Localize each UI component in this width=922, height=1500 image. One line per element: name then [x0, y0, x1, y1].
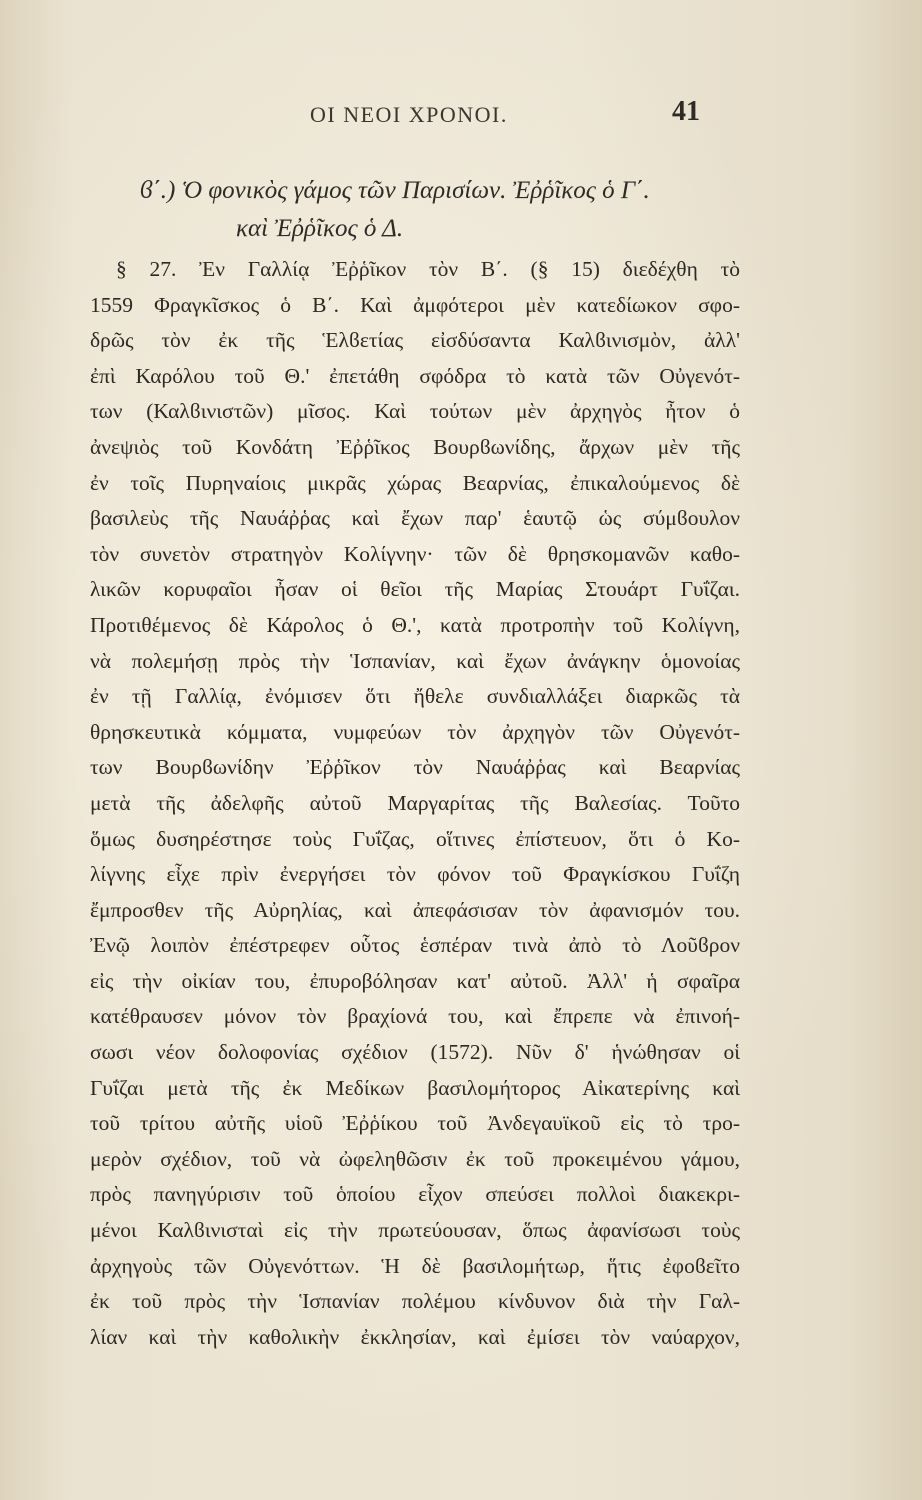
body-text [90, 252, 740, 1355]
text-line: Ἐνῷ λοιπὸν ἐπέστρεφεν οὗτος ἑσπέραν τινὰ ἀπὸ τὸ Λοῦϐρον [90, 933, 740, 958]
text-line: τὸν συνετὸν στρατηγὸν Κολίγνην· τῶν δὲ θρησκομανῶν καθο- [90, 541, 740, 566]
text-line: ἐν τοῖς Πυρηναίοις μικρᾶς χώρας Βεαρνίας, ἐπικαλούμενος δὲ [90, 470, 740, 495]
text-line: λίαν καὶ τὴν καθολικὴν ἐκκλησίαν, καὶ ἐμίσει τὸν ναύαρχον, [90, 1324, 740, 1349]
text-line: 1559 Φραγκῖσκος ὁ Β΄. Καὶ ἀμφότεροι μὲν κατεδίωκον σφο- [90, 292, 740, 317]
text-line: μερὸν σχέδιον, τοῦ νὰ ὠφεληθῶσιν ἐκ τοῦ προκειμένου γάμου, [90, 1146, 740, 1171]
text-line: εἰς τὴν οἰκίαν του, ἐπυροβόλησαν κατ' αὐτοῦ. Ἀλλ' ἡ σφαῖρα [90, 968, 740, 993]
text-line: ἐκ τοῦ πρὸς τὴν Ἱσπανίαν πολέμου κίνδυνον διὰ τὴν Γαλ- [90, 1289, 740, 1314]
section-heading [140, 172, 780, 248]
text-line: των (Καλϐινιστῶν) μῖσος. Καὶ τούτων μὲν ἀρχηγὸς ἦτον ὁ [90, 399, 740, 424]
text-line: ἀνεψιὸς τοῦ Κονδάτη Ἐῤῥῖκος Βουρϐωνίδης, ἄρχων μὲν τῆς [90, 434, 740, 459]
text-line: πρὸς πανηγύρισιν τοῦ ὁποίου εἶχον σπεύσει πολλοὶ διακεκρι- [90, 1182, 740, 1207]
text-line: θρησκευτικὰ κόμματα, νυμφεύων τὸν ἀρχηγὸν τῶν Οὐγενότ- [90, 719, 740, 744]
text-line: ἀρχηγοὺς τῶν Οὐγενόττων. Ἡ δὲ βασιλομήτωρ, ἥτις ἐφοϐεῖτο [90, 1253, 740, 1278]
text-line: ἐπὶ Καρόλου τοῦ Θ.' ἐπετάθη σφόδρα τὸ κατὰ τῶν Οὐγενότ- [90, 363, 740, 388]
running-head [0, 96, 922, 136]
text-line: ἔμπροσθεν τῆς Αὐρηλίας, καὶ ἀπεφάσισαν τὸν ἀφανισμόν του. [90, 897, 740, 922]
page-number: 41 [672, 96, 700, 127]
text-line: των Βουρϐωνίδην Ἐῤῥῖκον τὸν Ναυάῤῥας καὶ Βεαρνίας [90, 755, 740, 780]
text-line: δρῶς τὸν ἐκ τῆς Ἑλϐετίας εἰσδύσαντα Καλϐινισμὸν, ἀλλ' [90, 328, 740, 353]
text-line: λικῶν κορυφαῖοι ἦσαν οἱ θεῖοι τῆς Μαρίας Στουάρτ Γυΐζαι. [90, 577, 740, 602]
text-line: Προτιθέμενος δὲ Κάρολος ὁ Θ.', κατὰ προτροπὴν τοῦ Κολίγνη, [90, 612, 740, 637]
text-line: ἐν τῇ Γαλλίᾳ, ἐνόμισεν ὅτι ἤθελε συνδιαλλάξει διαρκῶς τὰ [90, 684, 740, 709]
running-title: ΟΙ ΝΕΟΙ ΧΡΟΝΟΙ. [310, 102, 508, 127]
text-line: Γυΐζαι μετὰ τῆς ἐκ Μεδίκων βασιλομήτορος Αἰκατερίνης καὶ [90, 1075, 740, 1100]
section-heading-line: ϐ΄.) Ὁ φονικὸς γάμος τῶν Παρισίων. Ἐῤῥῖκος ὁ Γ΄. [140, 177, 650, 204]
text-line: λίγνης εἶχε πρὶν ἐνεργήσει τὸν φόνον τοῦ Φραγκίσκου Γυΐζη [90, 862, 740, 887]
text-line: § 27. Ἐν Γαλλίᾳ Ἐῤῥῖκον τὸν Β΄. (§ 15) διεδέχθη τὸ [116, 257, 740, 281]
text-line: βασιλεὺς τῆς Ναυάῤῥας καὶ ἔχων παρ' ἑαυτῷ ὡς σύμϐουλον [90, 506, 740, 531]
text-line: μετὰ τῆς ἀδελφῆς αὐτοῦ Μαργαρίτας τῆς Βαλεσίας. Τοῦτο [90, 790, 740, 815]
text-line: σωσι νέον δολοφονίας σχέδιον (1572). Νῦν δ' ἡνώθησαν οἱ [90, 1040, 740, 1065]
text-line: ὅμως δυσηρέστησε τοὺς Γυΐζας, οἵτινες ἐπίστευον, ὅτι ὁ Κο- [90, 826, 740, 851]
text-line: τοῦ τρίτου αὐτῆς υἱοῦ Ἐῤῥίκου τοῦ Ἀνδεγαυϊκοῦ εἰς τὸ τρο- [90, 1111, 740, 1136]
text-line: νὰ πολεμήσῃ πρὸς τὴν Ἱσπανίαν, καὶ ἔχων ἀνάγκην ὁμονοίας [90, 648, 740, 673]
text-line: κατέθραυσεν μόνον τὸν βραχίονά του, καὶ ἔπρεπε νὰ ἐπινοή- [90, 1004, 740, 1029]
text-line: μένοι Καλϐινισταὶ εἰς τὴν πρωτεύουσαν, ὅπως ἀφανίσωσι τοὺς [90, 1218, 740, 1243]
section-heading-line: καὶ Ἐῤῥῖκος ὁ Δ. [236, 215, 404, 242]
